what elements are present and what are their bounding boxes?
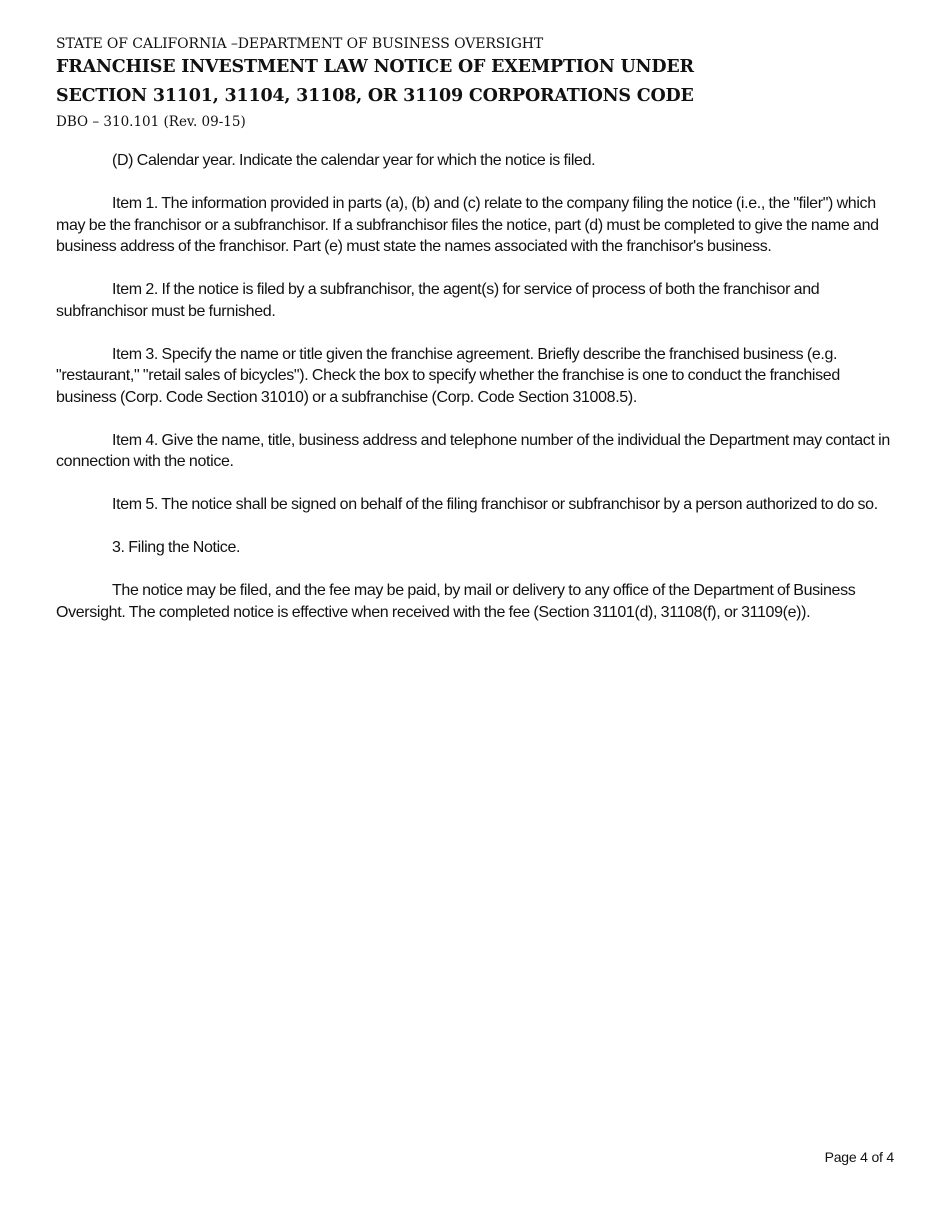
paragraph-calendar-year: (D) Calendar year. Indicate the calendar year for which the notice is filed. bbox=[112, 152, 596, 169]
paragraph-item-4: Item 4. Give the name, title, business address and telephone number of the individual the Department may contact in connection with the notice. bbox=[56, 431, 890, 470]
document-header bbox=[56, 35, 916, 132]
section-heading-filing-notice: 3. Filing the Notice. bbox=[112, 539, 241, 556]
form-number: DBO – 310.101 (Rev. 09-15) bbox=[56, 114, 246, 130]
paragraph-item-1: Item 1. The information provided in parts (a), (b) and (c) relate to the company filing the notice (i.e., the "filer") which may be the franchisor or a subfranchisor. If a subfranchisor files the notice, part (d) must be completed to give the name and business address of the franchisor. Part (e) must state the names associated with the franchisor's business. bbox=[56, 195, 879, 255]
form-title-line-2: SECTION 31101, 31104, 31108, OR 31109 CORPORATIONS CODE bbox=[56, 86, 694, 106]
form-title-line-1: FRANCHISE INVESTMENT LAW NOTICE OF EXEMPTION UNDER bbox=[56, 57, 694, 77]
agency-name: STATE OF CALIFORNIA –DEPARTMENT OF BUSINESS OVERSIGHT bbox=[56, 36, 544, 52]
paragraph-item-2: Item 2. If the notice is filed by a subfranchisor, the agent(s) for service of process of both the franchisor and subfranchisor must be furnished. bbox=[56, 281, 820, 320]
paragraph-item-5: Item 5. The notice shall be signed on behalf of the filing franchisor or subfranchisor by a person authorized to do so. bbox=[112, 496, 878, 513]
page-number: Page 4 of 4 bbox=[824, 1149, 894, 1165]
paragraph-filing-notice: The notice may be filed, and the fee may be paid, by mail or delivery to any office of the Department of Business Oversight. The completed notice is effective when received with the fee (Section 31101(d), 31108(f), or 31109(e)). bbox=[56, 582, 856, 621]
paragraph-item-3: Item 3. Specify the name or title given the franchise agreement. Briefly describe the franchised business (e.g. "restaurant," "retail sales of bicycles"). Check the box to specify whether the franchise is one to conduct the franchised business (Corp. Code Section 31010) or a subfranchise (Corp. Code Section 31008.5). bbox=[56, 345, 840, 406]
instructions-body bbox=[56, 150, 898, 645]
